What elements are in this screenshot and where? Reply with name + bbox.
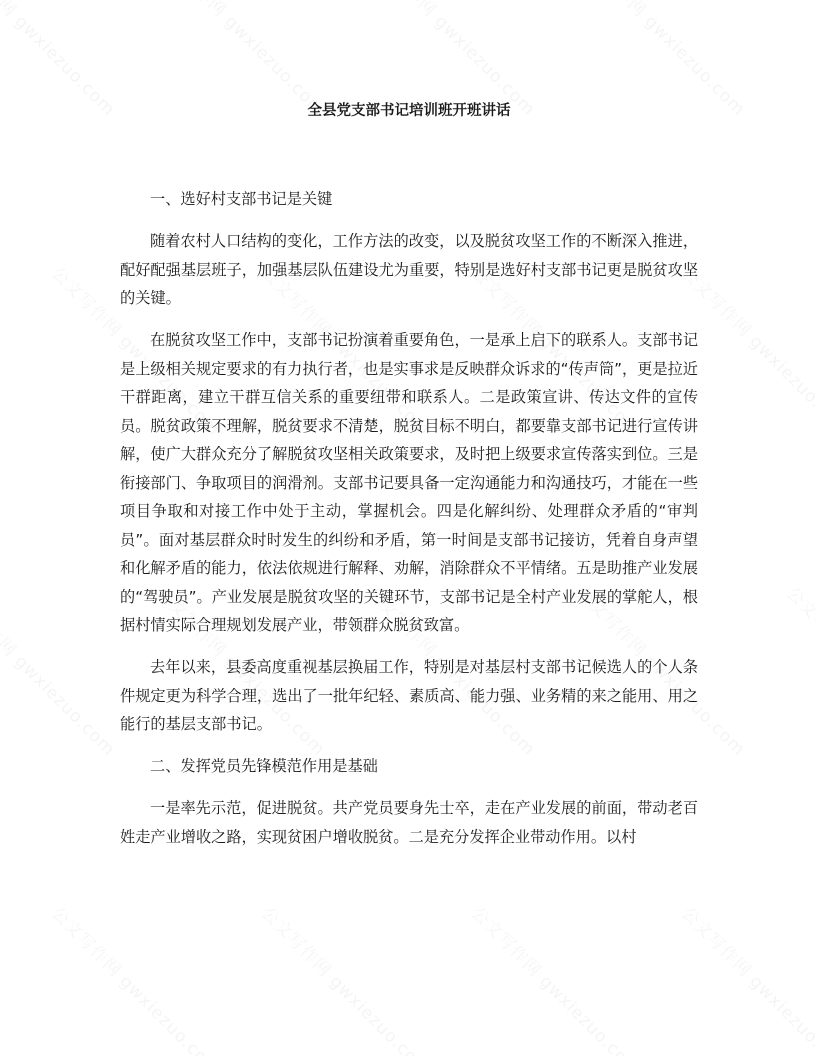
watermark-text — [677, 260, 816, 440]
watermark-text — [257, 900, 437, 1056]
watermark-text — [47, 900, 227, 1056]
section-heading: 二、发挥党员先锋模范作用是基础 — [150, 757, 378, 775]
watermark-text — [782, 580, 816, 760]
body-paragraph: 去年以来，县委高度重视基层换届工作，特别是对基层村支部书记候选人的个人条件规定更为科学合理，选出了一批年纪轻、素质高、能力强、业务精的来之能用、用之能行的基层支部书记。 — [120, 658, 698, 733]
body-paragraph: 随着农村人口结构的变化，工作方法的改变，以及脱贫攻坚工作的不断深入推进，配好配强基层班子，加强基层队伍建设尤为重要，特别是选好村支部书记更是脱贫攻坚的关键。 — [120, 232, 698, 307]
section-heading: 一、选好村支部书记是关键 — [150, 190, 333, 208]
watermark-text — [467, 900, 647, 1056]
watermark-text — [677, 900, 816, 1056]
document-title: 全县党支部书记培训班开班讲话 — [307, 103, 511, 119]
watermark-text — [0, 0, 123, 120]
document-body — [120, 185, 698, 865]
watermark-text — [782, 0, 816, 120]
body-paragraph: 在脱贫攻坚工作中，支部书记扮演着重要角色，一是承上启下的联系人。支部书记是上级相关规定要求的有力执行者，也是实事求是反映群众诉求的“传声筒”，更是拉近干群距离，建立干群互信关系的重要纽带和联系人。二是政策宣讲、传达文件的宣传员。脱贫政策不理解，脱贫要求不清楚，脱贫目标不明白，都要靠支部书记进行宣传讲解，使广大群众充分了解脱贫攻坚相关政策要求，及时把上级要求宣传落实到位。三是衔接部门、争取项目的润滑剂。支部书记要具备一定沟通能力和沟通技巧，才能在一些项目争取和对接工作中处于主动，掌握机会。四是化解纠纷、处理群众矛盾的“审判员”。面对基层群众时时发生的纠纷和矛盾，第一时间是支部书记接访，凭着自身声望和化解矛盾的能力，依法依规进行解释、劝解，消除群众不平情绪。五是助推产业发展的“驾驶员”。产业发展是脱贫攻坚的关键环节，支部书记是全村产业发展的掌舵人，根据村情实际合理规划发展产业，带领群众脱贫致富。 — [120, 331, 698, 634]
watermark-text — [0, 580, 123, 760]
body-paragraph: 一是率先示范，促进脱贫。共产党员要身先士卒，走在产业发展的前面，带动老百姓走产业增收之路，实现贫困户增收脱贫。二是充分发挥企业带动作用。以村 — [120, 799, 698, 846]
